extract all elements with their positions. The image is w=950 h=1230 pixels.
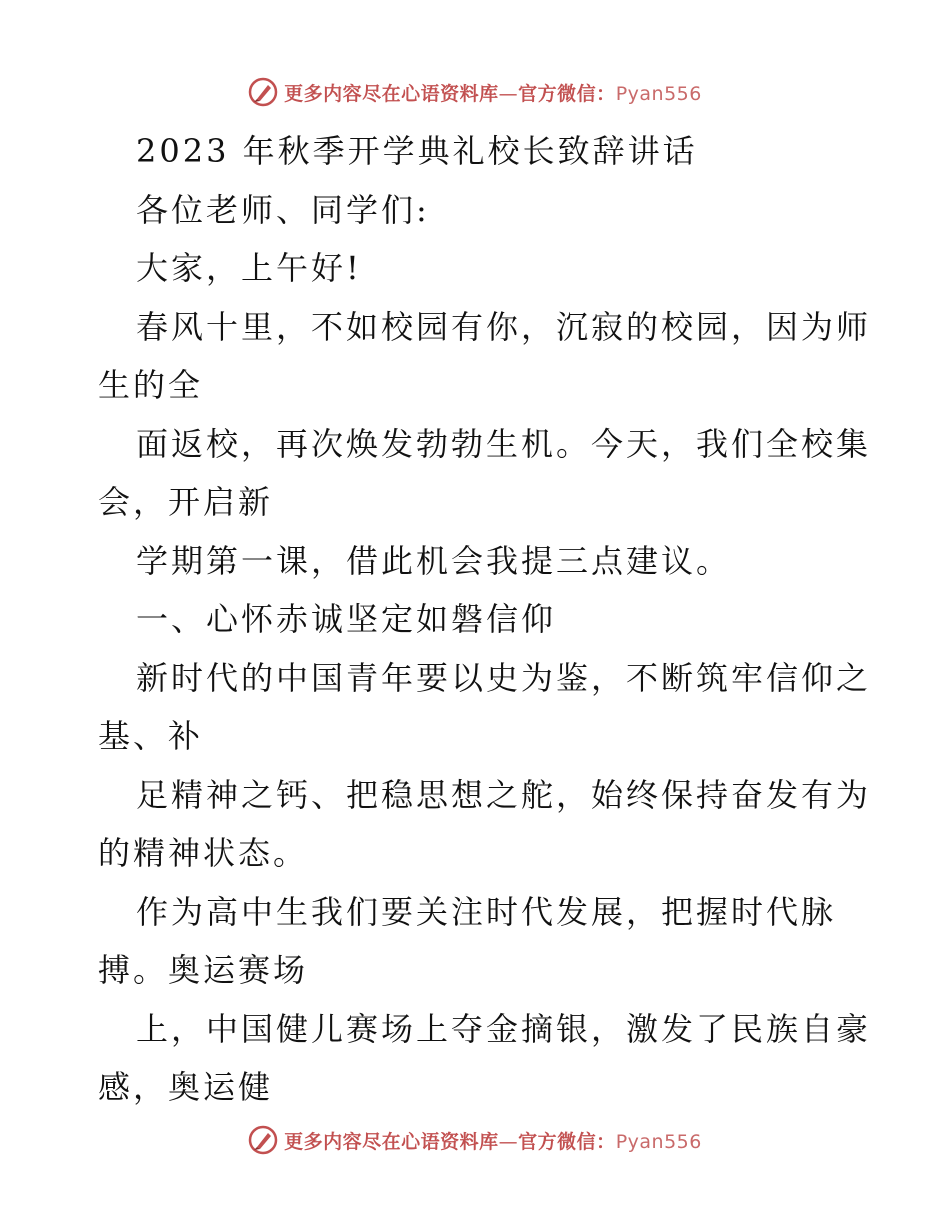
document-line: 春风十里，不如校园有你，沉寂的校园，因为师 — [136, 307, 872, 346]
watermark-main-text: 更多内容尽在心语资料库 — [284, 82, 499, 105]
quill-pen-logo-icon — [248, 1125, 278, 1155]
document-line: 新时代的中国青年要以史为鉴，不断筑牢信仰之 — [136, 658, 872, 697]
watermark-separator: — — [498, 82, 519, 105]
watermark-text — [284, 79, 702, 106]
document-line: 基、补 — [98, 717, 204, 755]
header-watermark — [0, 72, 950, 112]
document-line: 的精神状态。 — [98, 834, 309, 872]
watermark-separator: — — [498, 1130, 519, 1153]
watermark-text — [284, 1127, 702, 1154]
document-line: 各位老师、同学们: — [136, 190, 430, 229]
footer-watermark — [0, 1120, 950, 1160]
document-line: 大家，上午好! — [136, 249, 362, 287]
watermark-main-text: 更多内容尽在心语资料库 — [284, 1130, 499, 1153]
document-line: 作为高中生我们要关注时代发展，把握时代脉 — [136, 892, 837, 931]
document-line: 足精神之钙、把稳思想之舵，始终保持奋发有为 — [136, 775, 872, 814]
quill-pen-logo-icon — [248, 77, 278, 107]
document-line: 会，开启新 — [98, 483, 274, 521]
document-line: 生的全 — [98, 366, 204, 404]
document-body — [98, 122, 872, 1117]
watermark-account-label: 官方微信： — [518, 82, 616, 105]
document-line: 上，中国健儿赛场上夺金摘银，激发了民族自豪 — [136, 1009, 872, 1048]
document-line: 搏。奥运赛场 — [98, 951, 309, 989]
watermark-account: Pyan556 — [615, 82, 702, 105]
document-line: 面返校，再次焕发勃勃生机。今天，我们全校集 — [136, 424, 872, 463]
watermark-account: Pyan556 — [615, 1130, 702, 1153]
document-line: 一、心怀赤诚坚定如磐信仰 — [136, 600, 557, 638]
document-line: 学期第一课，借此机会我提三点建议。 — [136, 541, 732, 580]
document-line: 感，奥运健 — [98, 1068, 274, 1106]
watermark-account-label: 官方微信： — [518, 1130, 616, 1153]
document-line: 2023 年秋季开学典礼校长致辞讲话 — [136, 132, 698, 170]
